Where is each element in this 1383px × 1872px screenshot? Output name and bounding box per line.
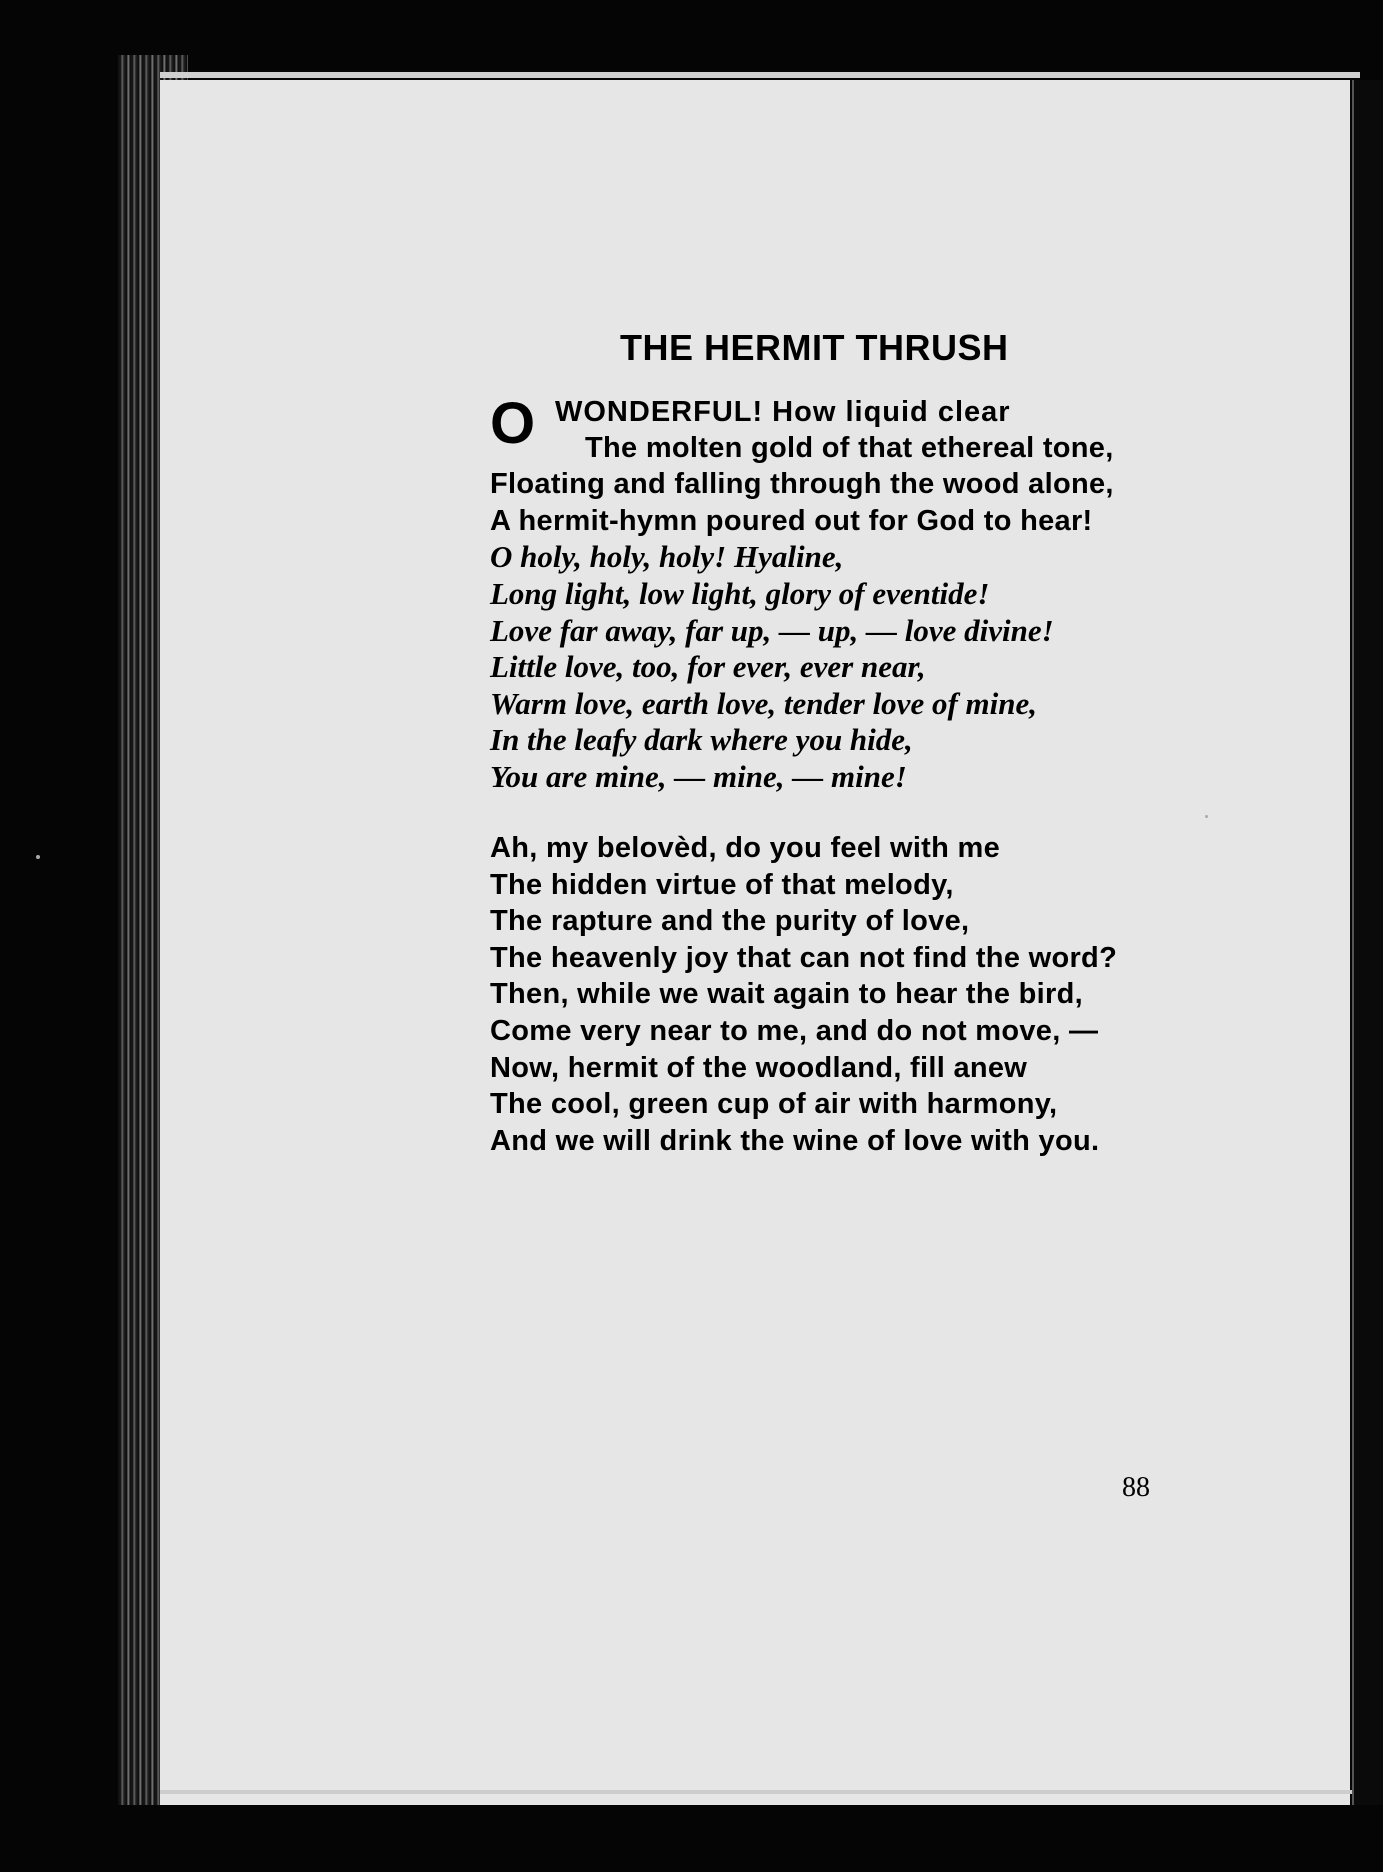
- drop-cap: O: [490, 391, 536, 456]
- scan-speck: [36, 855, 40, 859]
- next-page-edge: [1352, 80, 1383, 1805]
- poem-line-italic: Love far away, far up, — up, — love divine!: [490, 612, 1054, 648]
- poem-line: The cool, green cup of air with harmony,: [490, 1088, 1058, 1121]
- poem-line: Ah, my belovèd, do you feel with me: [490, 832, 1001, 864]
- page-top-edge: [160, 72, 1360, 78]
- page-number: 88: [1122, 1472, 1150, 1503]
- poem-line-italic: Long light, low light, glory of eventide!: [490, 575, 990, 611]
- poem-line: The molten gold of that ethereal tone,: [585, 431, 1114, 464]
- poem-line: Come very near to me, and do not move, —: [490, 1014, 1099, 1047]
- poem-line: A hermit-hymn poured out for God to hear!: [490, 504, 1093, 537]
- poem-line-text: WONDERFUL! How liquid clear: [555, 396, 1011, 428]
- poem-line-italic: O holy, holy, holy! Hyaline,: [490, 539, 844, 575]
- page-bottom-edge: [160, 1790, 1355, 1794]
- poem-line-italic: In the leafy dark where you hide,: [490, 722, 913, 758]
- poem-line-italic: Little love, too, for ever, ever near,: [490, 649, 926, 685]
- poem-line-italic: You are mine, — mine, — mine!: [490, 758, 907, 794]
- stanza-2: [490, 830, 1117, 1159]
- poem-line: The hidden virtue of that melody,: [490, 868, 954, 901]
- poem-line: Now, hermit of the woodland, fill anew: [490, 1051, 1028, 1084]
- poem-line: And we will drink the wine of love with you.: [490, 1124, 1100, 1157]
- poem-title: THE HERMIT THRUSH: [620, 327, 1009, 368]
- poem-line: Then, while we wait again to hear the bird,: [490, 978, 1083, 1011]
- poem-line: Floating and falling through the wood alone,: [490, 468, 1114, 501]
- poem-line-italic: Warm love, earth love, tender love of mine,: [490, 685, 1037, 721]
- poem-line: The rapture and the purity of love,: [490, 905, 970, 938]
- scan-speck: [1205, 815, 1208, 818]
- stanza-1: [490, 393, 1114, 796]
- poem-line: The heavenly joy that can not find the word?: [490, 941, 1118, 974]
